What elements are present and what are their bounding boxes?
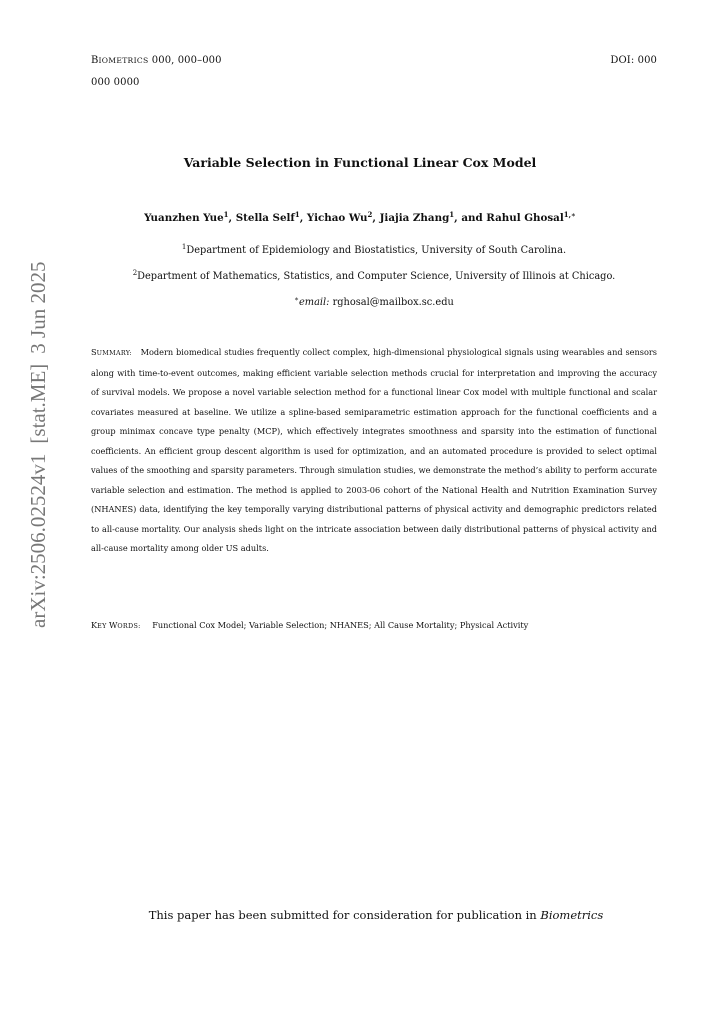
author: Yuanzhen Yue$^1$, — [144, 210, 236, 224]
summary-label: SUMMARY: — [91, 347, 132, 357]
paper-title: Variable Selection in Functional Linear Cox Model — [183, 155, 537, 170]
author: Jiajia Zhang$^1$, and — [379, 210, 487, 224]
journal-pages: 000, 000–000 — [148, 55, 222, 66]
doi: DOI: 000 — [610, 55, 657, 66]
journal-name-italic: Biometrics — [540, 908, 604, 922]
author: Rahul Ghosal$^{1,∗}$ — [486, 210, 576, 224]
author: Yichao Wu$^2$, — [306, 210, 380, 224]
arxiv-date: 3 Jun 2025 — [26, 261, 50, 354]
author-list — [0, 212, 720, 224]
author: Stella Self$^1$, — [235, 210, 307, 224]
affiliation-2: $^2$Department of Mathematics, Statistics, and Computer Science, University of Illinois at Chicago. — [132, 269, 616, 282]
submission-note: This paper has been submitted for consideration for publication in Biometrics — [148, 908, 604, 922]
arxiv-id: arXiv:2506.02524v1 — [26, 453, 50, 628]
journal-name: BIOMETRICS 000, 000–000 — [91, 55, 222, 66]
keywords — [91, 620, 528, 630]
keywords-text: Functional Cox Model; Variable Selection; NHANES; All Cause Mortality; Physical Activity — [152, 620, 529, 630]
keywords-label: KEY WORDS: — [91, 620, 141, 630]
arxiv-stamp — [23, 261, 53, 628]
arxiv-category: [stat.ME] — [26, 363, 50, 444]
email-address: rghosal@mailbox.sc.edu — [329, 297, 454, 308]
corresponding-email: ∗email: rghosal@mailbox.sc.edu — [294, 295, 454, 308]
summary-text: Modern biomedical studies frequently collect complex, high-dimensional physiological signals using wearables and sensors along with time-to-event outcomes, making efficient variable selection methods crucial for interpretation and improving the accuracy of survival models. We propose a novel variable selection method for a functional linear Cox model with multiple functional and scalar covariates measured at baseline. We utilize a spline-based semiparametric estimation approach for the functional coefficients and a group minimax concave type penalty (MCP), which effectively integrates smoothness and sparsity into the estimation of functional coefficients. An efficient group descent algorithm is used for optimization, and an automated procedure is provided to select optimal values of the smoothing and sparsity parameters. Through simulation studies, we demonstrate the method’s ability to perform accurate variable selection and estimation. The method is applied to 2003-06 cohort of the National Health and Nutrition Examination Survey (NHANES) data, identifying the key temporally varying distributional patterns of physical activity and demographic predictors related to all-cause mortality. Our analysis sheds light on the intricate association between daily distributional patterns of physical activity and all-cause mortality among older US adults. — [91, 347, 658, 553]
affiliation-1: $^1$Department of Epidemiology and Biostatistics, University of South Carolina. — [181, 243, 567, 256]
summary-abstract — [91, 343, 657, 559]
volume-line: 000 0000 — [91, 77, 140, 88]
